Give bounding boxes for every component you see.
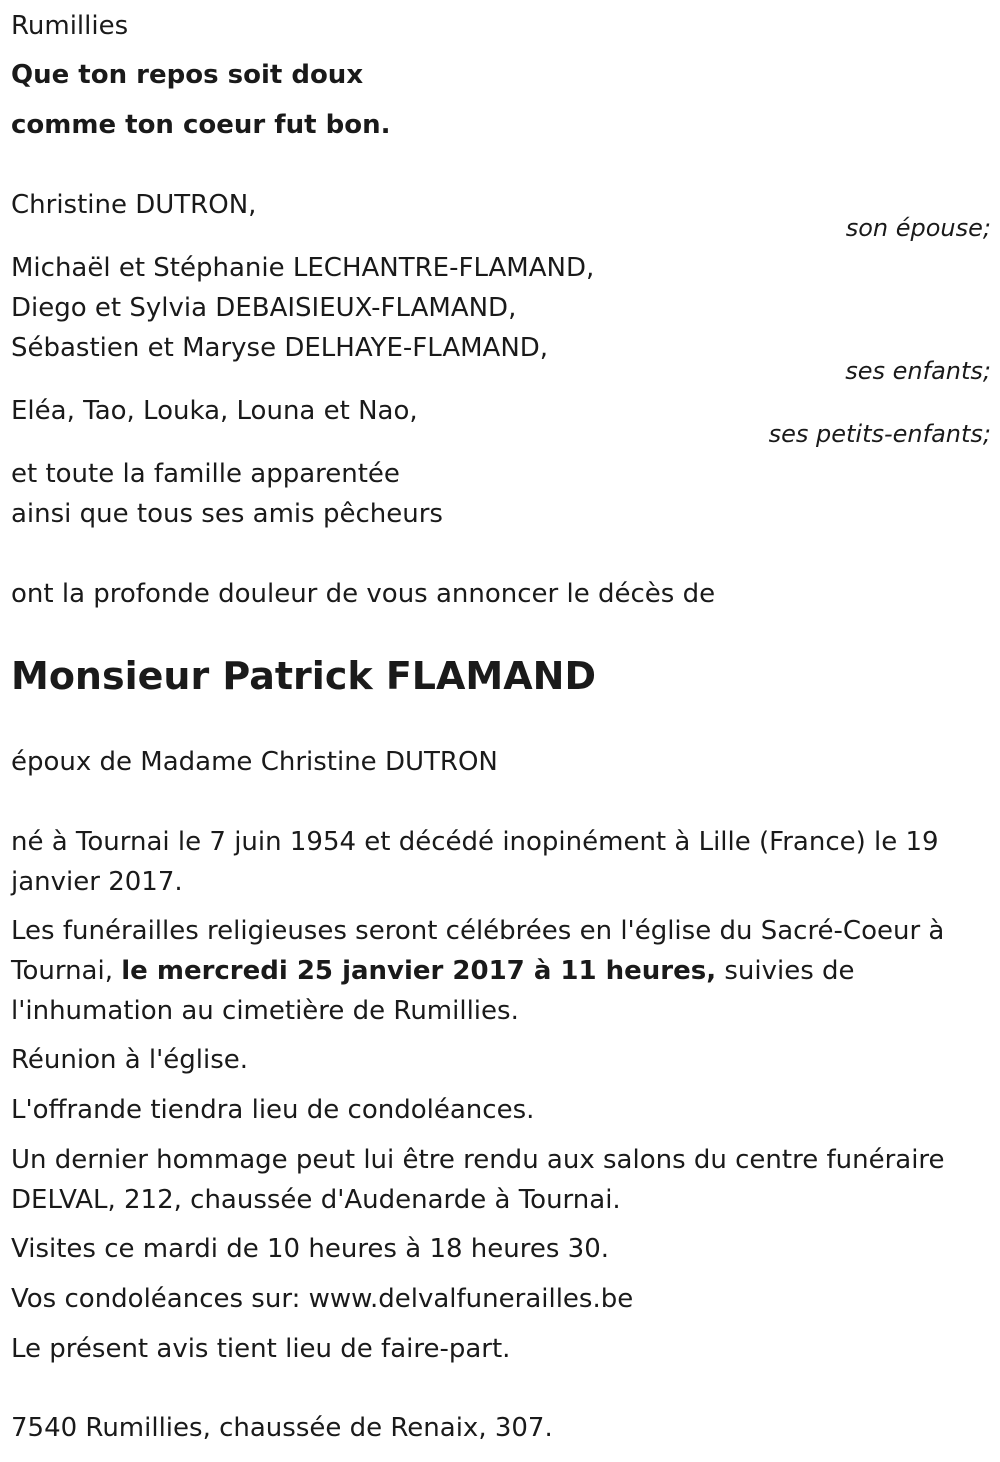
grandchildren-names: Eléa, Tao, Louka, Louna et Nao, [11, 396, 418, 426]
quote-line-1: Que ton repos soit doux [11, 60, 364, 90]
funeral-date: le mercredi 25 janvier 2017 à 11 heures, [121, 956, 717, 986]
announcement-text: ont la profonde douleur de vous annoncer le décès de [11, 579, 716, 609]
child-line: Michaël et Stéphanie LECHANTRE-FLAMAND, [11, 253, 595, 283]
spouse-name: Christine DUTRON, [11, 190, 257, 220]
offering-note: L'offrande tiendra lieu de condoléances. [11, 1095, 535, 1125]
family-line: et toute la famille apparentée [11, 459, 400, 489]
funeral-details [11, 911, 986, 1031]
children-role: ses enfants; [845, 357, 991, 385]
quote-line-2: comme ton coeur fut bon. [11, 110, 391, 140]
family-line: ainsi que tous ses amis pêcheurs [11, 499, 443, 529]
funeral-text-after: suivies de l'inhumation au cimetière de Rumillies. [11, 956, 855, 1026]
family-address: 7540 Rumillies, chaussée de Renaix, 307. [11, 1413, 553, 1443]
spouse-role: son épouse; [845, 214, 991, 242]
town-name: Rumillies [11, 11, 129, 41]
extended-family [11, 454, 443, 534]
notice-note: Le présent avis tient lieu de faire-part. [11, 1334, 511, 1364]
child-line: Diego et Sylvia DEBAISIEUX-FLAMAND, [11, 293, 517, 323]
deceased-name: Monsieur Patrick FLAMAND [11, 654, 596, 698]
child-line: Sébastien et Maryse DELHAYE-FLAMAND, [11, 333, 549, 363]
children-list [11, 248, 594, 368]
tribute-note: Un dernier hommage peut lui être rendu aux salons du centre funéraire DELVAL, 212, chaussée d'Audenarde à Tournai. [11, 1145, 945, 1215]
birth-death-text: né à Tournai le 7 juin 1954 et décédé inopinément à Lille (France) le 19 janvier 2017. [11, 827, 939, 897]
funeral-text-before: Les funérailles religieuses seront célébrées en l'église du Sacré-Coeur à Tournai, [11, 916, 945, 986]
grandchildren-role: ses petits-enfants; [768, 420, 991, 448]
condolences-note: Vos condoléances sur: www.delvalfunerailles.be [11, 1284, 634, 1314]
reunion-note: Réunion à l'église. [11, 1045, 249, 1075]
spouse-of-text: époux de Madame Christine DUTRON [11, 747, 498, 777]
visits-note: Visites ce mardi de 10 heures à 18 heures 30. [11, 1234, 610, 1264]
